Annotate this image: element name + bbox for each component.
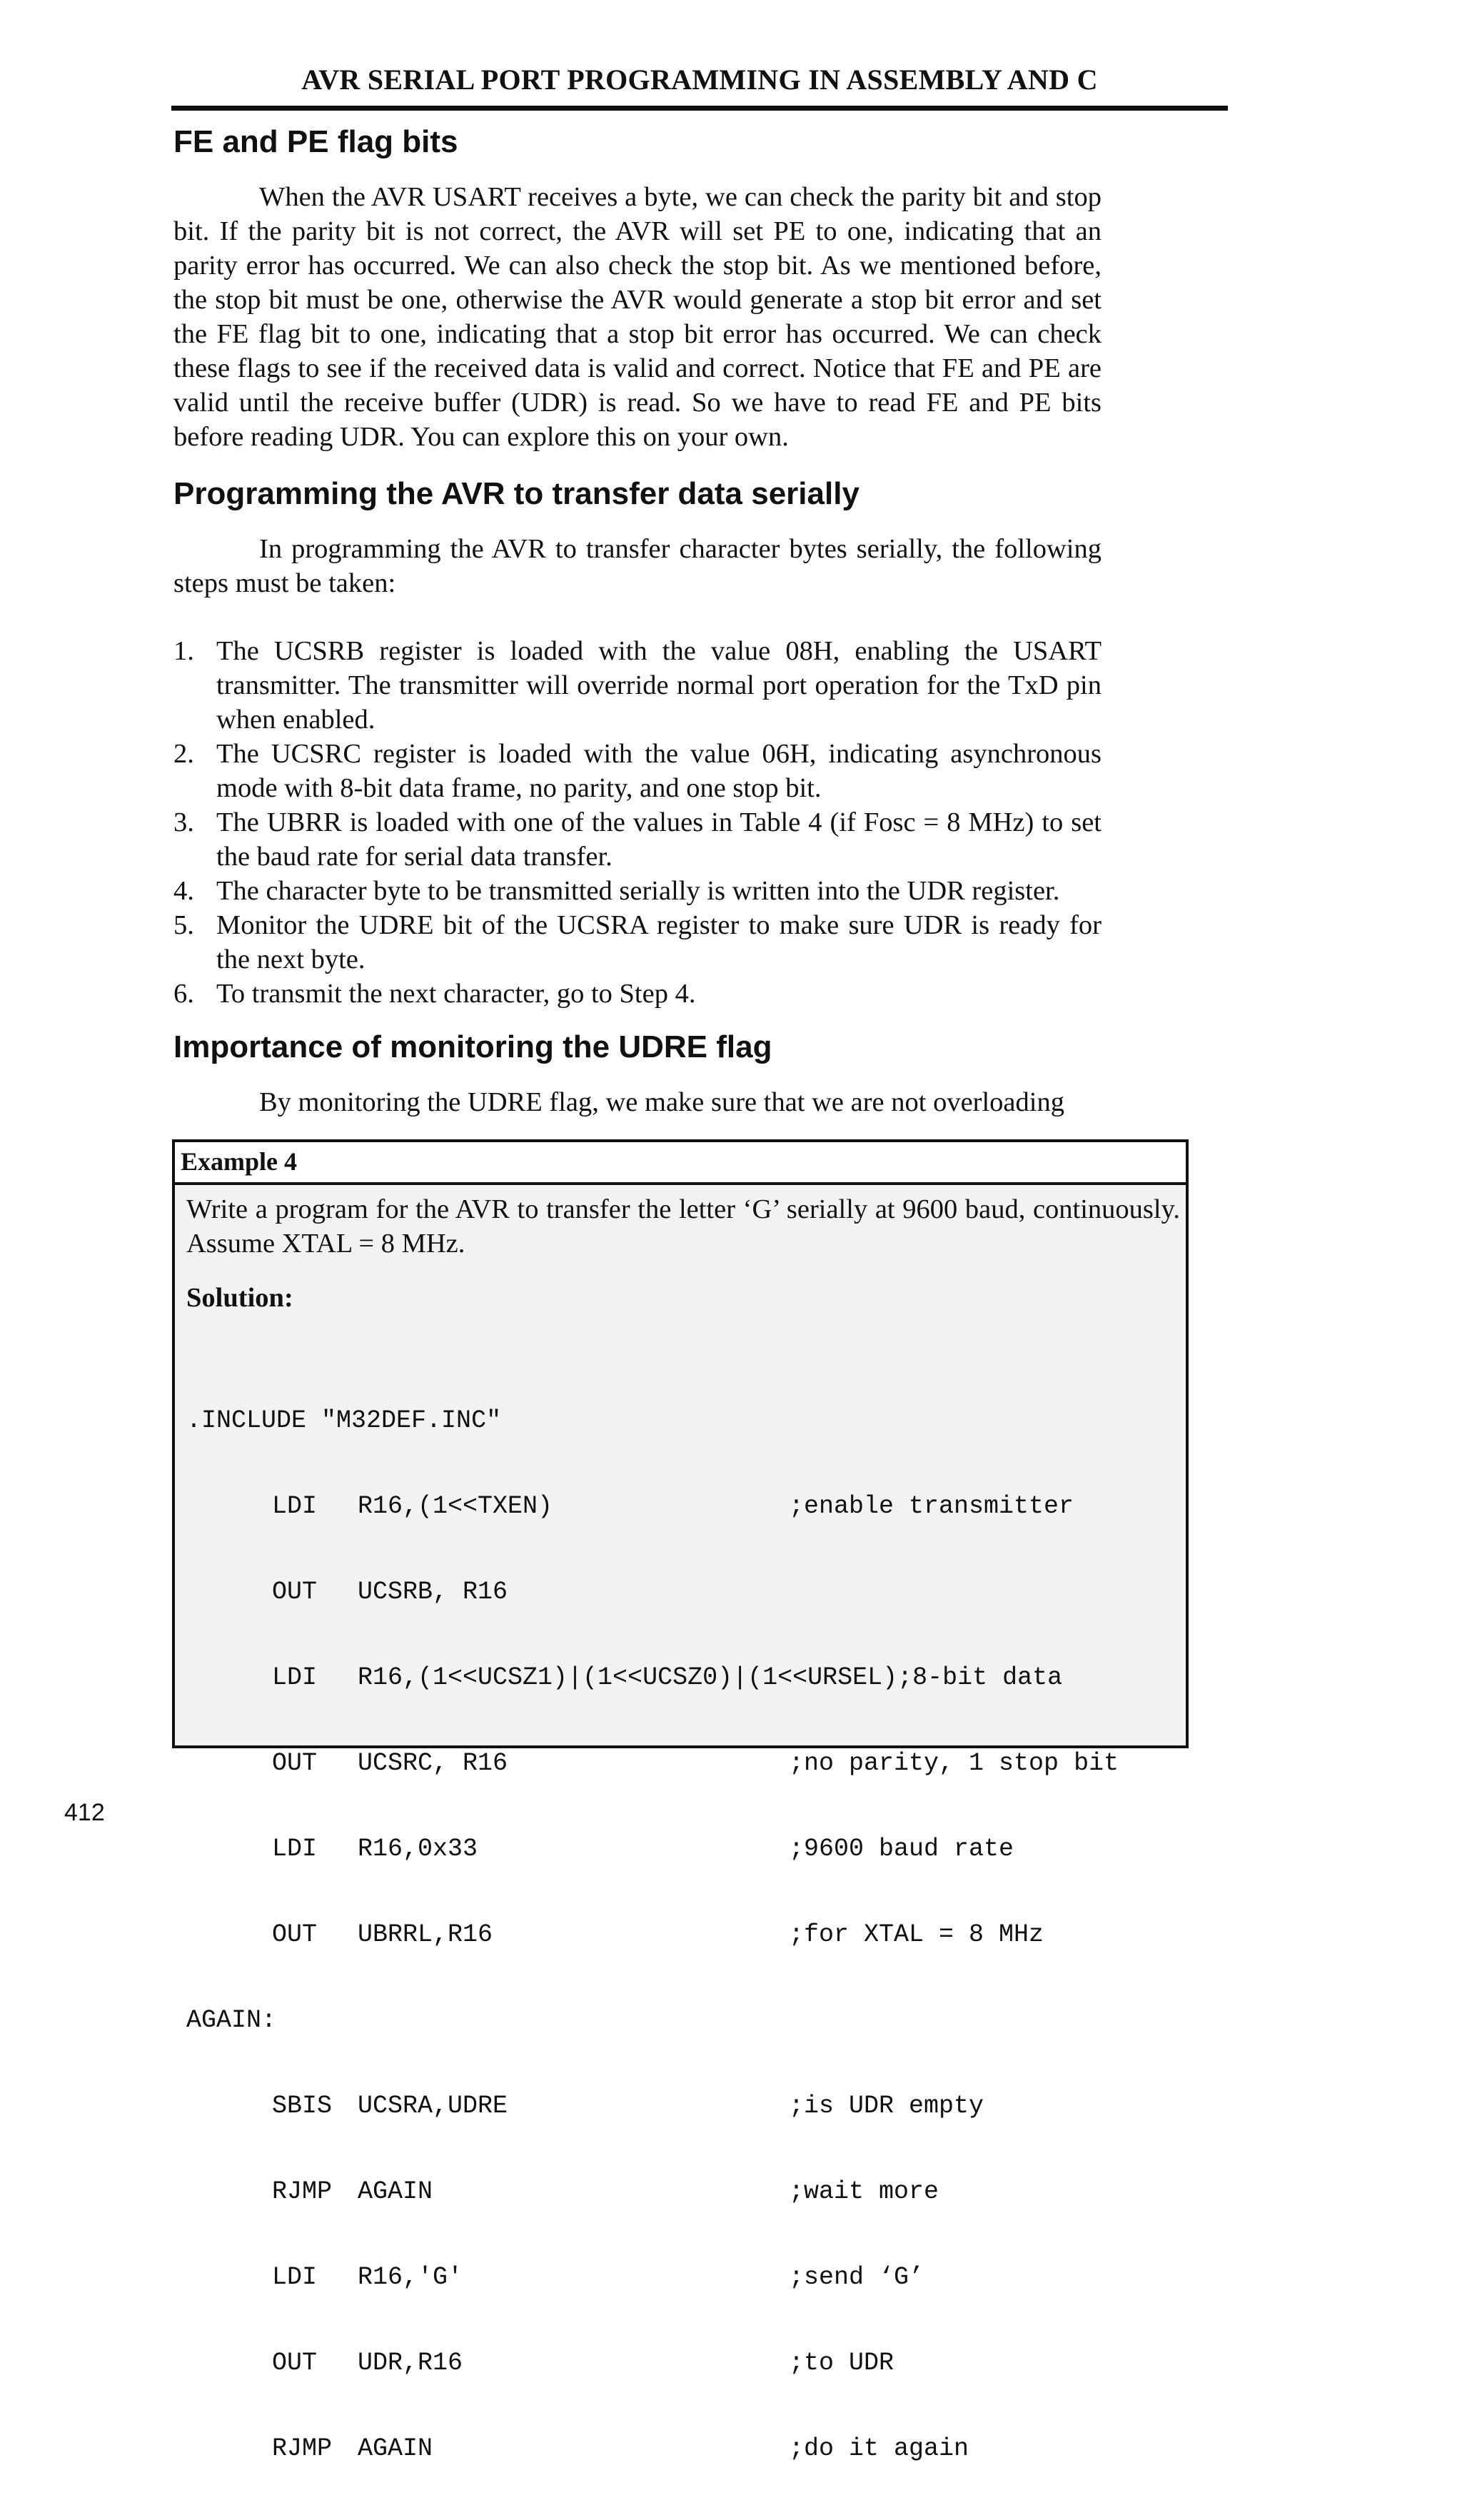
step-text: To transmit the next character, go to Step 4. bbox=[216, 979, 696, 1009]
code-opcode: RJMP bbox=[272, 2177, 333, 2206]
list-item bbox=[173, 874, 1101, 908]
example-title: Example 4 bbox=[175, 1142, 1186, 1185]
example-prompt: Write a program for the AVR to transfer the letter ‘G’ serially at 9600 baud, continuously. Assume XTAL = 8 MHz. bbox=[186, 1194, 1180, 1259]
heading-udre-flag: Importance of monitoring the UDRE flag bbox=[173, 1029, 772, 1064]
code-opcode: OUT bbox=[272, 1749, 318, 1778]
code-line bbox=[186, 1406, 502, 1435]
example-box bbox=[172, 1139, 1189, 2463]
list-item bbox=[173, 908, 1101, 977]
code-opcode: LDI bbox=[272, 1835, 318, 1863]
code-line bbox=[186, 1578, 508, 1606]
code-block bbox=[186, 1349, 1119, 2520]
list-item bbox=[173, 977, 1101, 1011]
code-comment: ;do it again bbox=[789, 2434, 969, 2463]
list-item bbox=[173, 737, 1101, 805]
running-head: AVR SERIAL PORT PROGRAMMING IN ASSEMBLY AND C bbox=[301, 64, 1098, 96]
step-text: The UCSRC register is loaded with the value 06H, indicating asynchronous mode with 8-bit data frame, no parity, and one stop bit. bbox=[216, 739, 1101, 803]
code-line bbox=[186, 2006, 306, 2035]
heading-programming-transfer: Programming the AVR to transfer data serially bbox=[173, 476, 859, 511]
code-line bbox=[186, 1663, 1063, 1692]
list-item bbox=[173, 634, 1101, 737]
step-number: 4. bbox=[173, 876, 194, 906]
paragraph-programming-intro: In programming the AVR to transfer character bytes serially, the following steps must be taken: bbox=[173, 534, 1101, 598]
code-line bbox=[186, 1920, 1044, 1949]
code-label: .INCLUDE "M32DEF.INC" bbox=[186, 1406, 502, 1435]
header-rule bbox=[171, 106, 1228, 111]
code-line bbox=[186, 2177, 939, 2206]
step-text: The UBRR is loaded with one of the values in Table 4 (if Fosc = 8 MHz) to set the baud rate for serial data transfer. bbox=[216, 807, 1101, 872]
code-comment: ;9600 baud rate bbox=[789, 1835, 1014, 1863]
code-line bbox=[186, 2349, 894, 2377]
step-text: Monitor the UDRE bit of the UCSRA register to make sure UDR is ready for the next byte. bbox=[216, 910, 1101, 974]
code-comment: ;is UDR empty bbox=[789, 2092, 984, 2120]
paragraph-udre: By monitoring the UDRE flag, we make sure that we are not overloading bbox=[259, 1087, 1064, 1117]
code-opcode: OUT bbox=[272, 2349, 318, 2377]
code-comment: ;no parity, 1 stop bit bbox=[789, 1749, 1119, 1778]
code-line bbox=[186, 2434, 969, 2463]
code-operands: R16,0x33 bbox=[358, 1835, 478, 1863]
code-opcode: RJMP bbox=[272, 2434, 333, 2463]
code-operands: AGAIN bbox=[358, 2434, 433, 2463]
steps-list bbox=[173, 634, 1101, 1011]
code-line bbox=[186, 1749, 1119, 1778]
code-comment: ;send ‘G’ bbox=[789, 2263, 924, 2292]
page-number: 412 bbox=[64, 1799, 105, 1826]
code-label: AGAIN: bbox=[186, 2006, 277, 2035]
code-line bbox=[186, 1835, 1014, 1863]
code-operands: UCSRB, R16 bbox=[358, 1578, 508, 1606]
code-opcode: LDI bbox=[272, 1492, 318, 1521]
step-text: The UCSRB register is loaded with the value 08H, enabling the USART transmitter. The transmitter will override normal port operation for the TxD pin when enabled. bbox=[216, 636, 1101, 735]
paragraph-fe-pe: When the AVR USART receives a byte, we can check the parity bit and stop bit. If the parity bit is not correct, the AVR will set PE to one, indicating that an parity error has occurred. We can also check the stop bit. As we mentioned before, the stop bit must be one, otherwise the AVR would generate a stop bit error and set the FE flag bit to one, indicating that a stop bit error has occurred. We can check these flags to see if the received data is valid and correct. Notice that FE and PE are valid until the receive buffer (UDR) is read. So we have to read FE and PE bits before reading UDR. You can explore this on your own. bbox=[173, 182, 1101, 452]
code-operands: AGAIN bbox=[358, 2177, 433, 2206]
list-item bbox=[173, 805, 1101, 874]
code-line bbox=[186, 2092, 984, 2120]
step-text: The character byte to be transmitted serially is written into the UDR register. bbox=[216, 876, 1060, 906]
heading-fe-pe-flag-bits: FE and PE flag bits bbox=[173, 124, 458, 159]
step-number: 6. bbox=[173, 979, 194, 1009]
code-operands: UCSRC, R16 bbox=[358, 1749, 508, 1778]
code-operands: R16,'G' bbox=[358, 2263, 463, 2292]
code-comment: ;to UDR bbox=[789, 2349, 894, 2377]
solution-label: Solution: bbox=[186, 1283, 293, 1313]
code-line bbox=[186, 2263, 924, 2292]
code-opcode: OUT bbox=[272, 1578, 318, 1606]
step-number: 3. bbox=[173, 807, 194, 837]
code-comment: ;enable transmitter bbox=[789, 1492, 1074, 1521]
code-operands: R16,(1<<TXEN) bbox=[358, 1492, 553, 1521]
code-comment: ;for XTAL = 8 MHz bbox=[789, 1920, 1044, 1949]
code-opcode: LDI bbox=[272, 2263, 318, 2292]
code-operands: UCSRA,UDRE bbox=[358, 2092, 508, 2120]
code-opcode: OUT bbox=[272, 1920, 318, 1949]
step-number: 2. bbox=[173, 739, 194, 769]
code-operands: UDR,R16 bbox=[358, 2349, 463, 2377]
code-opcode: SBIS bbox=[272, 2092, 333, 2120]
code-operands: R16,(1<<UCSZ1)|(1<<UCSZ0)|(1<<URSEL);8-bit data bbox=[358, 1663, 1063, 1692]
code-opcode: LDI bbox=[272, 1663, 318, 1692]
step-number: 5. bbox=[173, 910, 194, 940]
code-operands: UBRRL,R16 bbox=[358, 1920, 493, 1949]
step-number: 1. bbox=[173, 636, 194, 666]
code-line bbox=[186, 1492, 1074, 1521]
code-comment: ;wait more bbox=[789, 2177, 939, 2206]
